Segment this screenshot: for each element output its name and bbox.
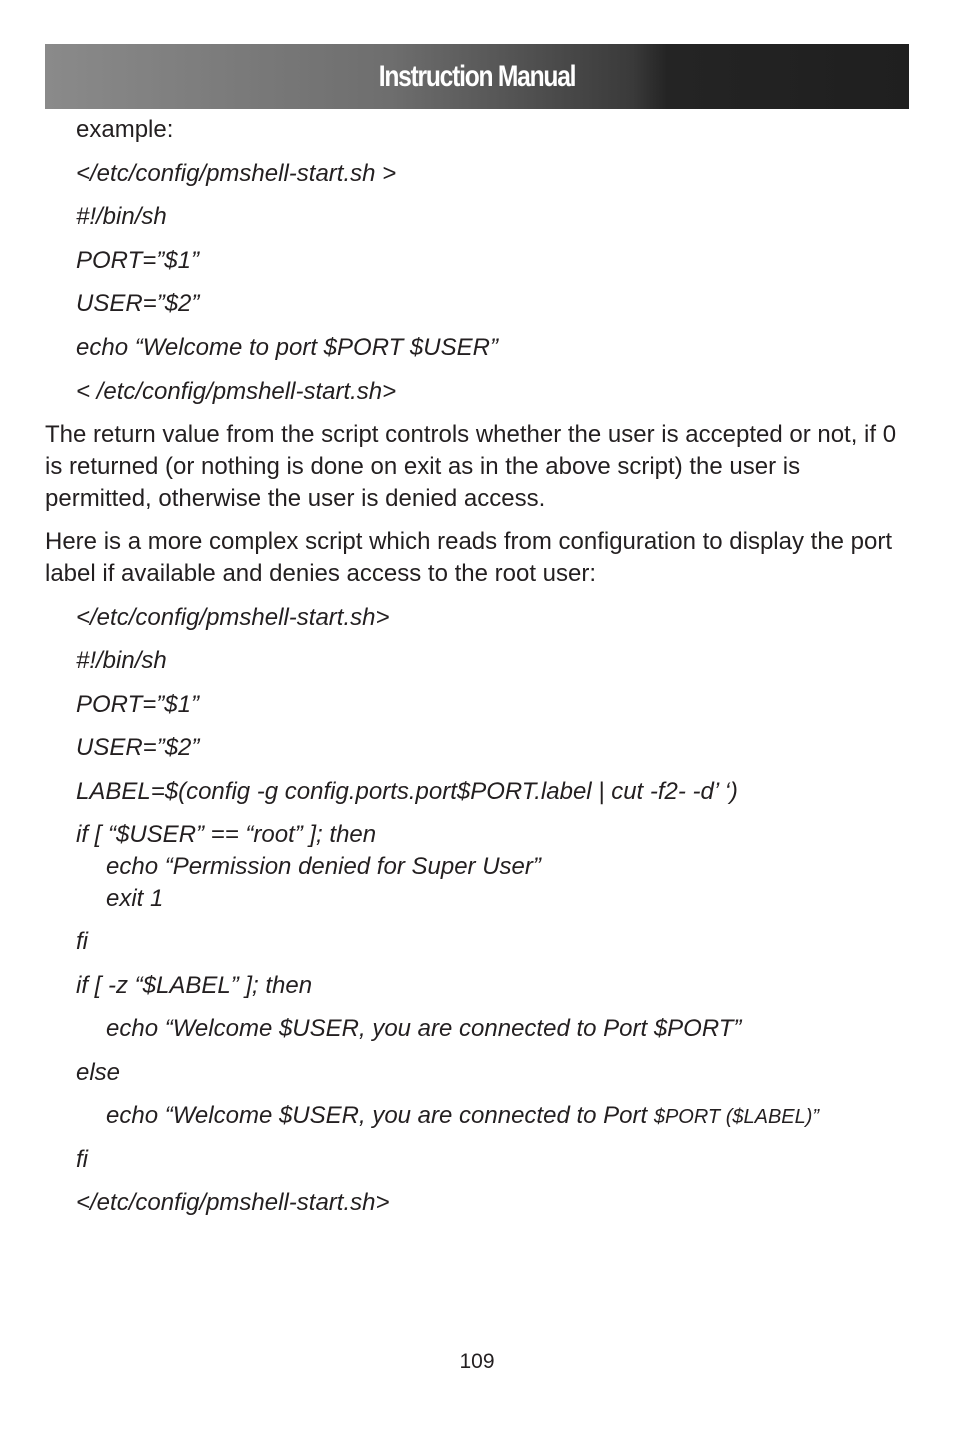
body-paragraph: Here is a more complex script which reads from configuration to display the port label if available and denies access to the root user: — [45, 528, 893, 587]
body-paragraph: The return value from the script controls whether the user is accepted or not, if 0 is returned (or nothing is done on exit as in the above script) the user is permitted, otherwise the user is denied access. — [45, 421, 897, 512]
code-line: fi — [76, 1146, 88, 1173]
code-line: echo “Welcome $USER, you are connected to Port $PORT” — [106, 1015, 742, 1042]
code-line: if [ “$USER” == “root” ]; then — [76, 821, 377, 848]
code-text: echo “Welcome $USER, you are connected to Port — [106, 1102, 654, 1129]
code-line: echo “Permission denied for Super User” — [106, 853, 541, 880]
code-line: USER=”$2” — [76, 290, 200, 317]
code-text-small: $PORT ($LABEL)” — [653, 1106, 820, 1128]
code-line: USER=”$2” — [76, 734, 200, 761]
code-line: else — [76, 1059, 121, 1086]
code-line: LABEL=$(config -g config.ports.port$PORT.label | cut -f2- -d’ ‘) — [76, 778, 738, 805]
code-line: < /etc/config/pmshell-start.sh> — [76, 378, 397, 405]
header-title: Instruction Manual — [378, 60, 576, 93]
code-line: </etc/config/pmshell-start.sh> — [76, 1189, 390, 1216]
code-line: </etc/config/pmshell-start.sh > — [76, 160, 397, 187]
code-line — [106, 1100, 819, 1133]
code-line: echo “Welcome to port $PORT $USER” — [76, 334, 498, 361]
page-number: 109 — [459, 1350, 495, 1373]
code-line: #!/bin/sh — [76, 647, 167, 674]
code-line: PORT=”$1” — [76, 247, 199, 274]
code-line: if [ -z “$LABEL” ]; then — [76, 972, 313, 999]
header-bar — [45, 44, 909, 109]
code-line: </etc/config/pmshell-start.sh> — [76, 604, 390, 631]
code-line: PORT=”$1” — [76, 691, 199, 718]
code-line: fi — [76, 928, 88, 955]
code-line: #!/bin/sh — [76, 203, 167, 230]
code-line: exit 1 — [106, 885, 164, 912]
intro-label: example: — [76, 116, 174, 143]
